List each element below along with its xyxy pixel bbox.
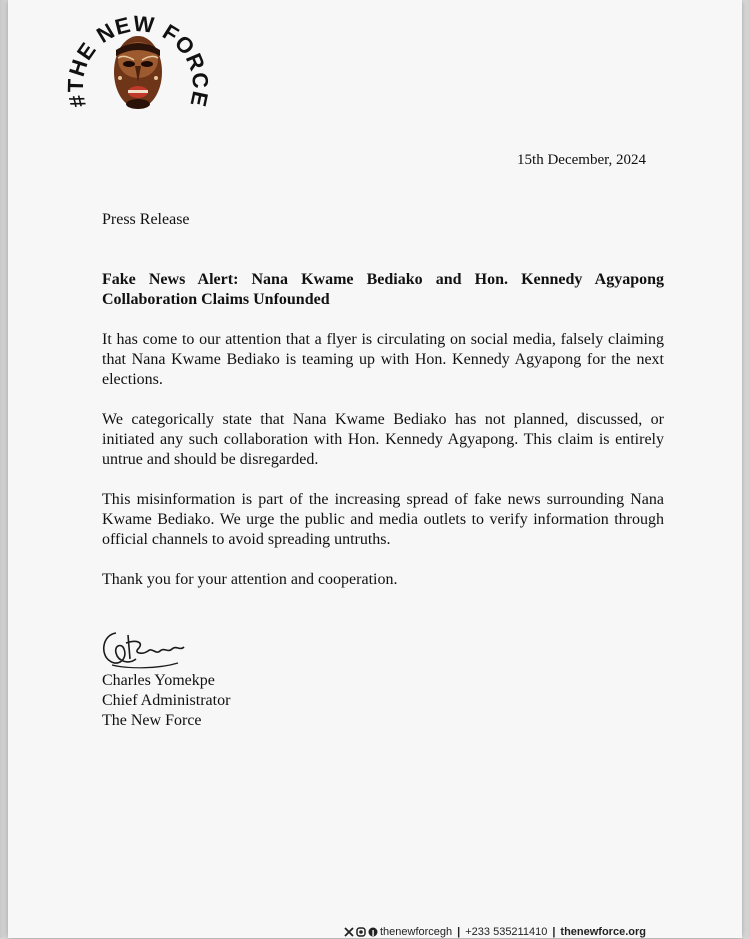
signatory-org: The New Force <box>102 712 202 729</box>
paragraph-2: We categorically state that Nana Kwame Bediako has not planned, discussed, or initiated any such collaboration with Hon. Kennedy Agyapong. This claim is entirely untrue and should be disregarded. <box>102 411 664 468</box>
letter-page <box>8 0 742 938</box>
footer-phone: +233 535211410 <box>465 926 548 938</box>
paragraph-3: This misinformation is part of the increasing spread of fake news surrounding Nana Kwame Bediako. We urge the public and media outlets to verify information through official channels to avoid spreading untruths. <box>102 491 664 548</box>
letter-date: 15th December, 2024 <box>517 152 646 168</box>
handwritten-signature <box>98 625 188 675</box>
new-force-logo <box>58 0 218 150</box>
footer-handle: thenewforcegh <box>380 926 453 938</box>
press-release-label: Press Release <box>102 211 190 228</box>
letter-title: Fake News Alert: Nana Kwame Bediako and Hon. Kennedy Agyapong Collaboration Claims Unfounded <box>102 271 664 308</box>
footer-separator: | <box>552 926 556 938</box>
signatory-name: Charles Yomekpe <box>102 672 215 689</box>
paragraph-1: It has come to our attention that a flyer is circulating on social media, falsely claiming that Nana Kwame Bediako is teaming up with Hon. Kennedy Agyapong for the next elections. <box>102 331 664 388</box>
signatory-role: Chief Administrator <box>102 692 231 709</box>
signoff-block <box>102 671 230 731</box>
tribal-mask-icon <box>114 36 162 109</box>
logo-text: #THE NEW FORCE <box>62 10 214 111</box>
footer-website: thenewforce.org <box>560 926 646 938</box>
x-icon <box>344 927 354 937</box>
letter-footer <box>344 925 646 939</box>
instagram-icon <box>356 927 366 937</box>
paragraph-4: Thank you for your attention and cooperation. <box>102 571 398 588</box>
footer-separator: | <box>457 926 461 938</box>
facebook-icon <box>368 927 378 937</box>
